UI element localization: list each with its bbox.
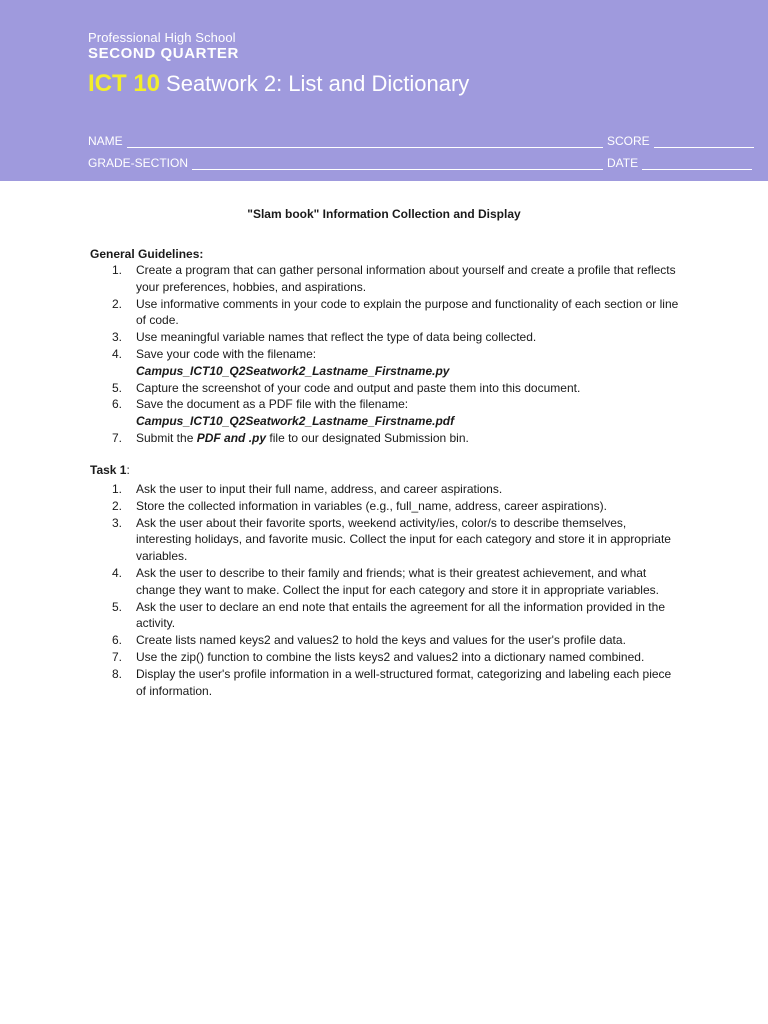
item-text-post: file to our designated Submission bin.	[269, 430, 469, 445]
list-item	[112, 498, 682, 515]
list-item	[112, 481, 682, 498]
task-title	[90, 463, 130, 477]
list-item	[112, 599, 682, 633]
item-number: 4.	[112, 346, 123, 361]
item-number: 1.	[112, 263, 123, 277]
list-item	[112, 380, 682, 397]
worksheet-title	[88, 70, 469, 98]
school-name: Professional High School	[88, 30, 236, 45]
item-text: Ask the user about their favorite sports, weekend activity/ies, color/s to describe themselves, interesting holidays, and favorite music. Collect the input for each category and store it in appropriate variables.	[136, 515, 671, 564]
list-item	[112, 632, 682, 649]
list-item	[112, 515, 682, 565]
list-item	[112, 666, 682, 700]
item-number: 3.	[112, 330, 123, 345]
item-text: Ask the user to input their full name, address, and career aspirations.	[136, 482, 503, 496]
grade-section-field[interactable]	[88, 154, 603, 170]
item-number: 4.	[112, 565, 123, 580]
task-list	[112, 481, 682, 699]
item-number: 1.	[112, 482, 123, 496]
grade-section-label: GRADE-SECTION	[88, 156, 189, 170]
task-title-text: Task 1	[90, 463, 127, 477]
item-text: Use meaningful variable names that reflect the type of data being collected.	[136, 330, 537, 345]
list-item	[112, 430, 682, 447]
task-title-colon: :	[126, 463, 130, 477]
list-item	[112, 565, 682, 599]
item-text: Use informative comments in your code to explain the purpose and functionality of each section or line of code.	[136, 296, 679, 328]
grade-section-line[interactable]	[192, 158, 603, 170]
item-number: 7.	[112, 649, 123, 664]
subject-code: ICT 10	[88, 70, 161, 97]
item-number: 5.	[112, 380, 123, 395]
item-text: Ask the user to describe to their family and friends; what is their greatest achievement, and what change they want to make. Collect the input for each category and store it in appropriate variables.	[136, 565, 659, 597]
title-text: Seatwork 2: List and Dictionary	[166, 71, 470, 96]
quarter-label: SECOND QUARTER	[88, 45, 239, 62]
name-line[interactable]	[127, 136, 603, 148]
item-text: Capture the screenshot of your code and output and paste them into this document.	[136, 380, 581, 395]
date-line[interactable]	[642, 158, 752, 170]
pdf-filename: Campus_ICT10_Q2Seatwork2_Lastname_Firstname.pdf	[136, 414, 455, 429]
item-text: Ask the user to declare an end note that entails the agreement for all the information provided in the activity.	[136, 599, 665, 631]
item-number: 3.	[112, 515, 123, 530]
name-label: NAME	[88, 134, 123, 148]
item-text: Use the zip() function to combine the lists keys2 and values2 into a dictionary named combined.	[136, 649, 645, 664]
header-banner	[0, 0, 768, 181]
list-item	[112, 346, 682, 380]
date-label: DATE	[607, 156, 639, 170]
item-number: 5.	[112, 599, 123, 614]
item-text: Save the document as a PDF file with the filename:	[136, 397, 409, 412]
list-item	[112, 396, 682, 430]
item-number: 6.	[112, 397, 123, 412]
item-text-emphasis: PDF and .py	[196, 430, 267, 445]
date-field[interactable]	[607, 154, 752, 170]
guidelines-list	[112, 262, 682, 447]
guidelines-title: General Guidelines:	[90, 247, 204, 261]
document-heading: "Slam book" Information Collection and Display	[247, 207, 521, 221]
name-field[interactable]	[88, 132, 603, 148]
py-filename: Campus_ICT10_Q2Seatwork2_Lastname_Firstname.py	[136, 363, 450, 378]
item-number: 7.	[112, 430, 123, 445]
item-text: Store the collected information in variables (e.g., full_name, address, career aspirations).	[136, 498, 607, 513]
list-item	[112, 329, 682, 346]
list-item	[112, 649, 682, 666]
score-line[interactable]	[654, 136, 754, 148]
list-item	[112, 296, 682, 330]
item-text: Save your code with the filename:	[136, 346, 317, 361]
score-label: SCORE	[607, 134, 650, 148]
item-number: 8.	[112, 666, 123, 681]
item-text: Create lists named keys2 and values2 to hold the keys and values for the user's profile data.	[136, 633, 626, 648]
item-number: 2.	[112, 296, 123, 311]
item-text-pre: Submit the	[136, 430, 194, 445]
list-item	[112, 262, 682, 296]
item-text: Display the user's profile information in a well-structured format, categorizing and labeling each piece of information.	[136, 666, 672, 698]
score-field[interactable]	[607, 132, 754, 148]
item-text: Create a program that can gather personal information about yourself and create a profile that reflects your preferences, hobbies, and aspirations.	[136, 263, 676, 294]
item-number: 6.	[112, 633, 123, 648]
item-number: 2.	[112, 498, 123, 513]
